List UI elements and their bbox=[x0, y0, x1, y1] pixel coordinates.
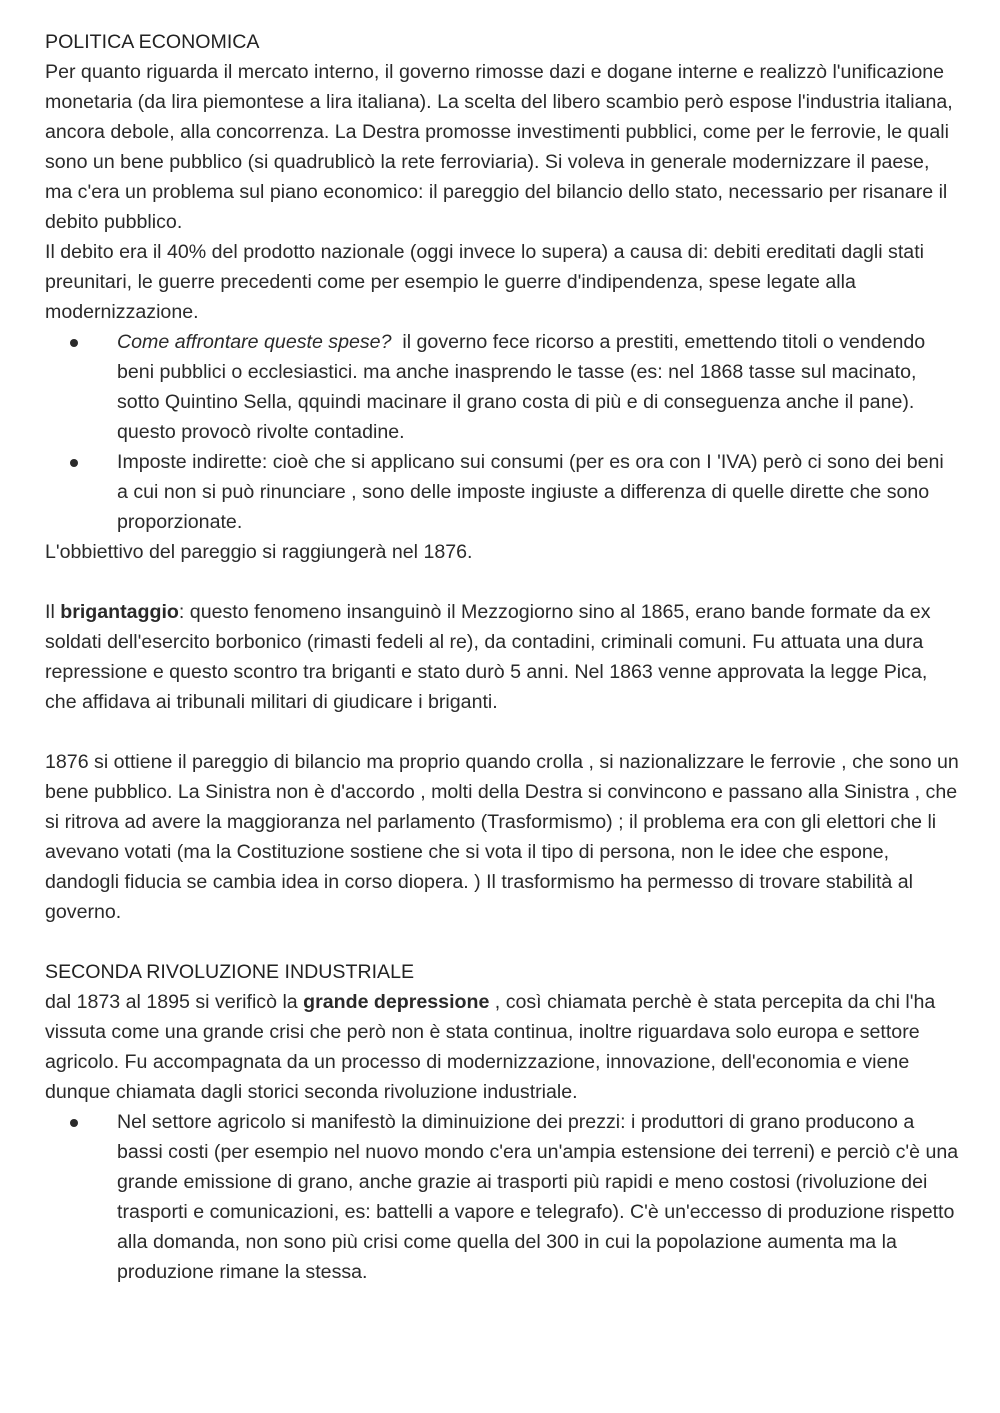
bullet-list-agricolo bbox=[45, 1107, 960, 1287]
paragraph-mercato-interno: Per quanto riguarda il mercato interno, il governo rimosse dazi e dogane interne e realizzò l'unificazione monetaria (da lira piemontese a lira italiana). La scelta del libero scambio però espose l'industria italiana, ancora debole, alla concorrenza. La Destra promosse investimenti pubblici, come per le ferrovie, le quali sono un bene pubblico (si quadrublicò la rete ferroviaria). Si voleva in generale modernizzare il paese, ma c'era un problema sul piano economico: il pareggio del bilancio dello stato, necessario per risanare il debito pubblico. bbox=[45, 61, 953, 233]
bullet-icon bbox=[68, 1107, 80, 1137]
bullet-text: Imposte indirette: cioè che si applicano sui consumi (per es ora con I 'IVA) però ci sono dei beni a cui non si può rinunciare , sono delle imposte ingiuste a differenza di quelle dirette che sono proporzionate. bbox=[117, 451, 944, 533]
section-title-seconda-rivoluzione: SECONDA RIVOLUZIONE INDUSTRIALE bbox=[45, 961, 415, 983]
paragraph-debito: Il debito era il 40% del prodotto nazionale (oggi invece lo supera) a causa di: debiti ereditati dagli stati preunitari, le guerre precedenti come per esempio le guerre d'indipendenza, spese legate alla modernizzazione. bbox=[45, 241, 924, 323]
section-title-politica-economica: POLITICA ECONOMICA bbox=[45, 31, 260, 53]
bullet-text: il governo fece ricorso a prestiti, emettendo titoli o vendendo beni pubblici o ecclesiastici. ma anche inasprendo le tasse (es: nel 1868 tasse sul macinato, sotto Quintino Sella, qquindi macinare il grano costa di più e di conseguenza anche il pane). questo provocò rivolte contadine. bbox=[117, 331, 931, 443]
bullet-text: Nel settore agricolo si manifestò la diminuizione dei prezzi: i produttori di grano producono a bassi costi (per esempio nel nuovo mondo c'era un'ampia estensione dei terreni) e perciò c'è una grande emissione di grano, anche grazie ai trasporti più rapidi e meno costosi (rivoluzione dei trasporti e comunicazioni, es: battelli a vapore e telegrafo). C'è un'eccesso di produzione rispetto alla domanda, non sono più crisi come quella del 300 in cui la popolazione aumenta ma la produzione rimane la stessa. bbox=[117, 1111, 959, 1283]
text-prefix: dal 1873 al 1895 si verificò la bbox=[45, 991, 304, 1013]
italic-question: Come affrontare queste spese? bbox=[117, 331, 392, 353]
spacer bbox=[45, 567, 960, 597]
text-body: , così chiamata perchè è stata percepita da chi l'ha vissuta come una grande crisi che però non è stata continua, inoltre riguardava solo europa e settore agricolo. Fu accompagnata da un processo di modernizzazione, innovazione, dell'economia e viene dunque chiamata dagli storici seconda rivoluzione industriale. bbox=[45, 991, 941, 1103]
bullet-list-spese bbox=[45, 327, 960, 537]
spacer bbox=[45, 927, 960, 957]
spacer bbox=[45, 717, 960, 747]
bold-term-brigantaggio: brigantaggio bbox=[60, 601, 179, 623]
paragraph-grande-depressione bbox=[45, 987, 960, 1107]
text-body: : questo fenomeno insanguinò il Mezzogiorno sino al 1865, erano bande formate da ex soldati dell'esercito borbonico (rimasti fedeli al re), da contadini, criminali comuni. Fu attuata una dura repressione e questo scontro tra briganti e stato durò 5 anni. Nel 1863 venne approvata la legge Pica, che affidava ai tribunali militari di giudicare i briganti. bbox=[45, 601, 931, 713]
bullet-icon bbox=[68, 447, 80, 477]
paragraph-brigantaggio bbox=[45, 597, 960, 717]
bullet-icon bbox=[68, 327, 80, 357]
paragraph-pareggio: L'obbiettivo del pareggio si raggiungerà nel 1876. bbox=[45, 541, 473, 563]
paragraph-trasformismo: 1876 si ottiene il pareggio di bilancio ma proprio quando crolla , si nazionalizzare le ferrovie , che sono un bene pubblico. La Sinistra non è d'accordo , molti della Destra si convincono e passano alla Sinistra , che si ritrova ad avere la maggioranza nel parlamento (Trasformismo) ; il problema era con gli elettori che li avevano votati (ma la Costituzione sostiene che si vota il tipo di persona, non le idee che espone, dandogli fiducia se cambia idea in corso diopera. ) Il trasformismo ha permesso di trovare stabilità al governo. bbox=[45, 751, 959, 923]
bold-term-grande-depressione: grande depressione bbox=[303, 991, 490, 1013]
list-item bbox=[45, 327, 960, 447]
list-item bbox=[45, 447, 960, 537]
list-item bbox=[45, 1107, 960, 1287]
text-prefix: Il bbox=[45, 601, 61, 623]
